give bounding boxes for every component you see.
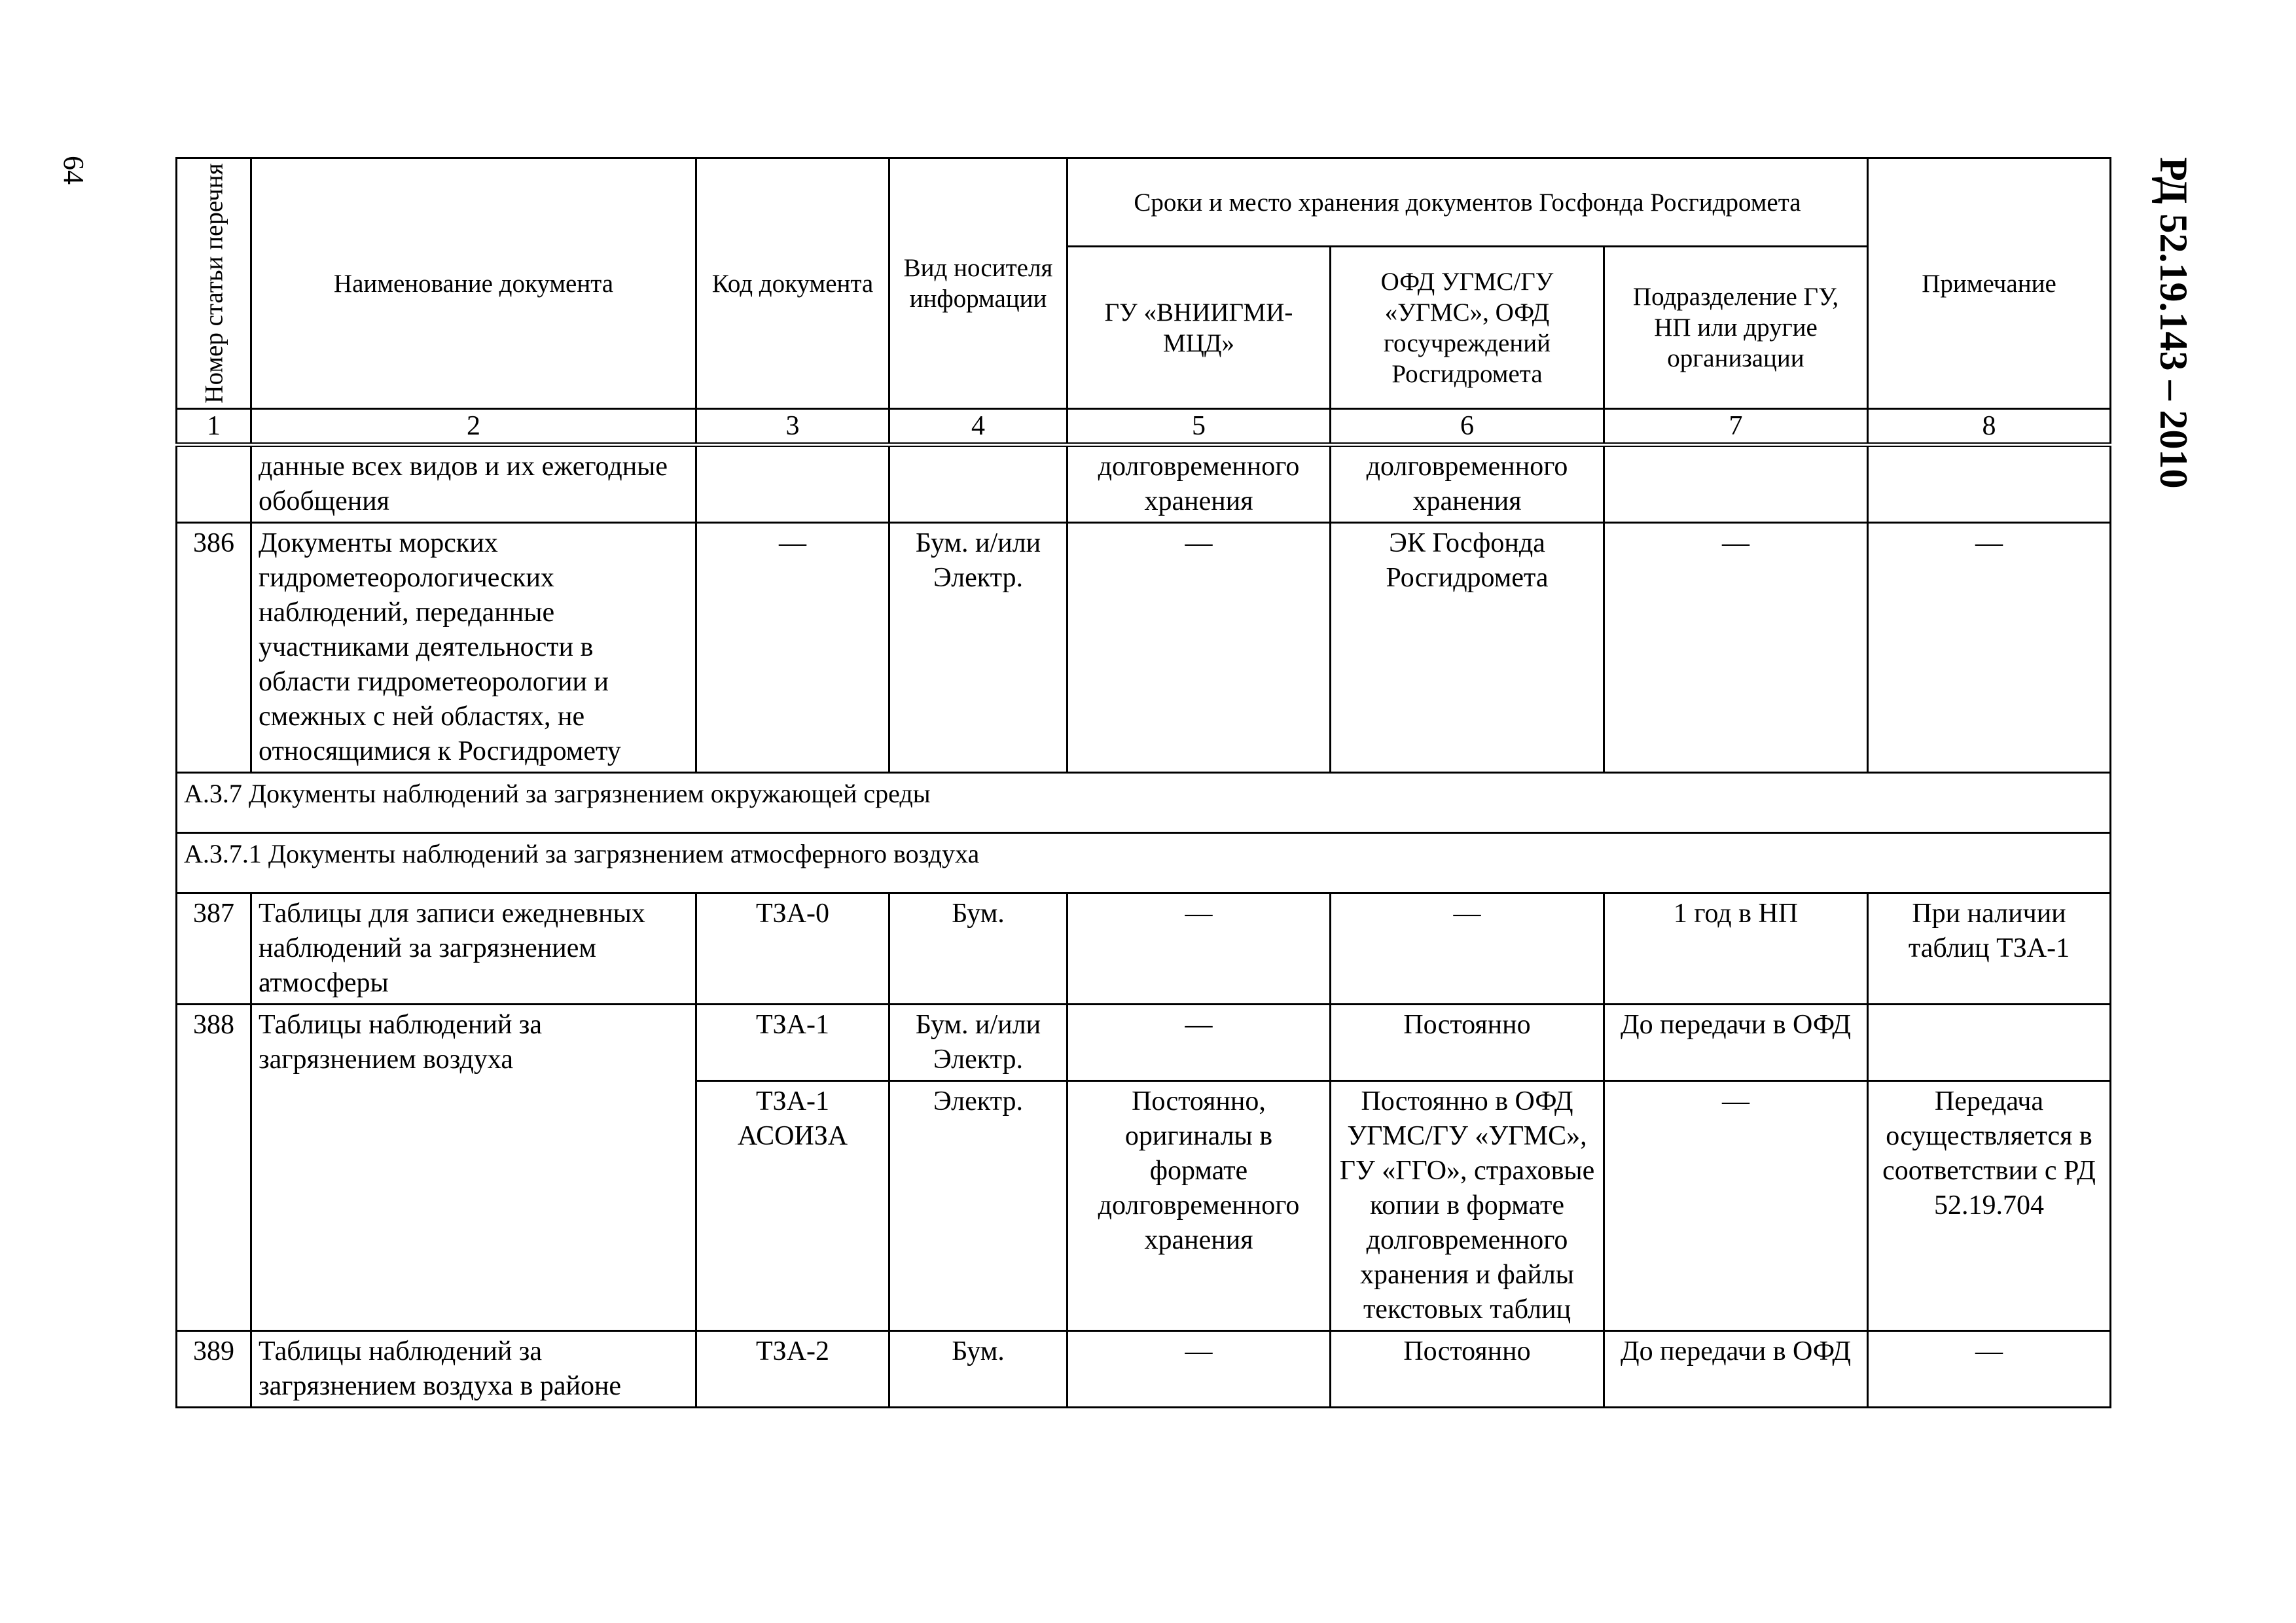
cell-ofd: —: [1331, 893, 1604, 1005]
cell-number: 388: [177, 1005, 251, 1331]
column-number: 6: [1331, 409, 1604, 445]
column-number: 3: [696, 409, 889, 445]
cell-vniigmi: долговременного хранения: [1067, 445, 1331, 523]
column-number: 2: [251, 409, 696, 445]
cell-media: Бум. и/или Электр.: [889, 1005, 1067, 1081]
cell-number: 386: [177, 523, 251, 773]
cell-ofd: долговременного хранения: [1331, 445, 1604, 523]
section-row-a37: [177, 773, 2111, 833]
cell-note: —: [1868, 523, 2111, 773]
document-code: РД 52.19.143 – 2010: [2152, 157, 2195, 489]
column-number: 1: [177, 409, 251, 445]
header-item-number-label: Номер статьи перечня: [200, 163, 228, 404]
cell-name: данные всех видов и их ежегодные обобщения: [251, 445, 696, 523]
cell-vniigmi: —: [1067, 1331, 1331, 1408]
table-row-continuation: [177, 445, 2111, 523]
header-note: Примечание: [1868, 158, 2111, 409]
cell-empty: [1868, 445, 2111, 523]
table-row-386: [177, 523, 2111, 773]
header-media-type: Вид носителя информации: [889, 158, 1067, 409]
cell-empty: [889, 445, 1067, 523]
cell-vniigmi: Постоянно, оригиналы в формате долговременного хранения: [1067, 1081, 1331, 1331]
header-ofd: ОФД УГМС/ГУ «УГМС», ОФД госучреждений Росгидромета: [1331, 247, 1604, 409]
cell-subdivision: До передачи в ОФД: [1604, 1331, 1868, 1408]
cell-code: —: [696, 523, 889, 773]
cell-name: Таблицы наблюдений за загрязнением воздуха: [251, 1005, 696, 1331]
cell-number: 389: [177, 1331, 251, 1408]
cell-note: [1868, 1005, 2111, 1081]
table-row-388a: [177, 1005, 2111, 1081]
cell-name: Таблицы для записи ежедневных наблюдений за загрязнением атмосферы: [251, 893, 696, 1005]
cell-name: Таблицы наблюдений за загрязнением воздуха в районе: [251, 1331, 696, 1408]
header-subdivision: Подразделение ГУ, НП или другие организации: [1604, 247, 1868, 409]
cell-subdivision: —: [1604, 1081, 1868, 1331]
cell-subdivision: 1 год в НП: [1604, 893, 1868, 1005]
cell-empty: [1604, 445, 1868, 523]
cell-note: —: [1868, 1331, 2111, 1408]
cell-vniigmi: —: [1067, 893, 1331, 1005]
cell-code: ТЗА-2: [696, 1331, 889, 1408]
header-item-number: [177, 158, 251, 409]
records-retention-table: [175, 157, 2111, 1408]
section-heading: А.3.7 Документы наблюдений за загрязнением окружающей среды: [177, 773, 2111, 833]
cell-media: Бум.: [889, 1331, 1067, 1408]
column-number: 4: [889, 409, 1067, 445]
cell-code: ТЗА-0: [696, 893, 889, 1005]
cell-media: Электр.: [889, 1081, 1067, 1331]
cell-number: 387: [177, 893, 251, 1005]
cell-name: Документы морских гидрометеорологических наблюдений, переданные участниками деятельности в области гидрометеорологии и смежных с ней областях, не относящимися к Росгидромету: [251, 523, 696, 773]
cell-empty: [696, 445, 889, 523]
header-storage-group: Сроки и место хранения документов Госфонда Росгидромета: [1067, 158, 1868, 247]
cell-code: ТЗА-1: [696, 1005, 889, 1081]
column-number: 8: [1868, 409, 2111, 445]
cell-subdivision: —: [1604, 523, 1868, 773]
section-row-a371: [177, 833, 2111, 893]
header-row-1: [177, 158, 2111, 247]
cell-ofd: ЭК Госфонда Росгидромета: [1331, 523, 1604, 773]
cell-vniigmi: —: [1067, 523, 1331, 773]
cell-ofd: Постоянно в ОФД УГМС/ГУ «УГМС», ГУ «ГГО», страховые копии в формате долговременного хранения и файлы текстовых таблиц: [1331, 1081, 1604, 1331]
header-vniigmi: ГУ «ВНИИГМИ-МЦД»: [1067, 247, 1331, 409]
table-row-389: [177, 1331, 2111, 1408]
cell-ofd: Постоянно: [1331, 1331, 1604, 1408]
cell-subdivision: До передачи в ОФД: [1604, 1005, 1868, 1081]
cell-media: Бум. и/или Электр.: [889, 523, 1067, 773]
column-number: 5: [1067, 409, 1331, 445]
cell-note: При наличии таблиц ТЗА-1: [1868, 893, 2111, 1005]
header-document-code: Код документа: [696, 158, 889, 409]
subsection-heading: А.3.7.1 Документы наблюдений за загрязнением атмосферного воздуха: [177, 833, 2111, 893]
cell-empty: [177, 445, 251, 523]
column-number-row: [177, 409, 2111, 445]
page-number: 64: [58, 156, 90, 185]
cell-code: ТЗА-1 АСОИЗА: [696, 1081, 889, 1331]
cell-media: Бум.: [889, 893, 1067, 1005]
header-document-name: Наименование документа: [251, 158, 696, 409]
cell-note: Передача осуществляется в соответствии с РД 52.19.704: [1868, 1081, 2111, 1331]
cell-vniigmi: —: [1067, 1005, 1331, 1081]
cell-ofd: Постоянно: [1331, 1005, 1604, 1081]
table-row-387: [177, 893, 2111, 1005]
column-number: 7: [1604, 409, 1868, 445]
